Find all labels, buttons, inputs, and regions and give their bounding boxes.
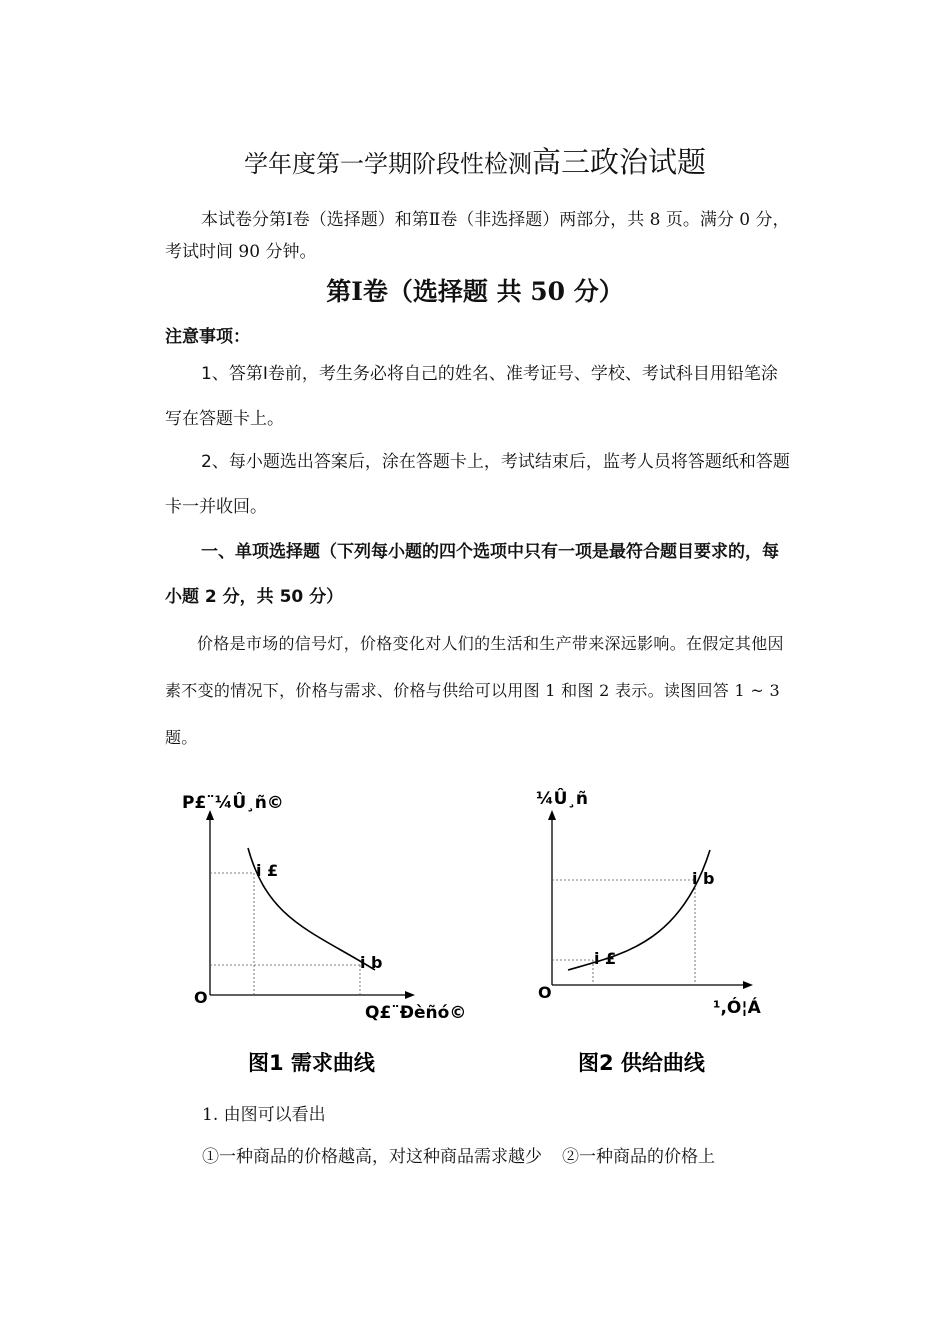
fig2-supply-curve [568,850,710,970]
fig2-x-arrow-icon [743,981,753,989]
fig2-x-label: ¹,Ó¦Á [713,998,761,1018]
title-main: 高三政治试题 [531,145,706,179]
intro-paragraph: 本试卷分第Ⅰ卷（选择题）和第Ⅱ卷（非选择题）两部分，共 8 页。满分 0 分，考试时间 90 分钟。 [165,210,790,262]
question-1-options [202,1142,715,1167]
fig2-y-arrow-icon [548,810,556,820]
fig1-x-arrow-icon [405,991,415,999]
figure1-demand [182,791,466,1075]
figures [170,770,790,1090]
option-2: ②一种商品的价格上 [562,1147,715,1167]
title-prefix: 学年度第一学期阶段性检测 [243,150,532,178]
fig1-point-b: i b [360,953,383,972]
part1-heading: 第Ⅰ卷（选择题 共 50 分） [326,277,624,306]
notice-item-2: 2、每小题选出答案后，涂在答题卡上，考试结束后，监考人员将答题纸和答题卡一并收回。 [165,452,790,517]
fig1-x-label: Q£¨Ðèñó© [365,1003,467,1023]
question-1: 1. 由图可以看出 [202,1105,326,1125]
document-title [0,140,950,181]
fig2-y-label: ¼Û¸ñ [536,789,589,809]
fig1-point-a: i £ [256,861,279,880]
option-1: ①一种商品的价格越高，对这种商品需求越少 [202,1147,542,1167]
notice-heading: 注意事项： [165,327,250,347]
question-stem: 价格是市场的信号灯，价格变化对人们的生活和生产带来深远影响。在假定其他因素不变的情况下，价格与需求、价格与供给可以用图 1 和图 2 表示。读图回答 1 ~ 3 题。 [165,634,784,747]
fig1-caption: 图1 需求曲线 [248,1051,375,1075]
fig2-origin: O [538,983,552,1002]
fig2-point-b: i b [692,869,715,888]
fig1-y-label: P£¨¼Û¸ñ© [182,793,284,813]
fig2-caption: 图2 供给曲线 [578,1051,705,1075]
fig1-origin: O [194,988,208,1007]
figure2-supply [536,787,762,1075]
section1-heading: 一、单项选择题（下列每小题的四个选项中只有一项是最符合题目要求的，每小题 2 分，共 50 分） [165,542,779,607]
notice-item-1: 1、答第Ⅰ卷前，考生务必将自己的姓名、准考证号、学校、考试科目用铅笔涂写在答题卡上。 [165,364,778,429]
fig2-point-a: i £ [594,949,617,968]
